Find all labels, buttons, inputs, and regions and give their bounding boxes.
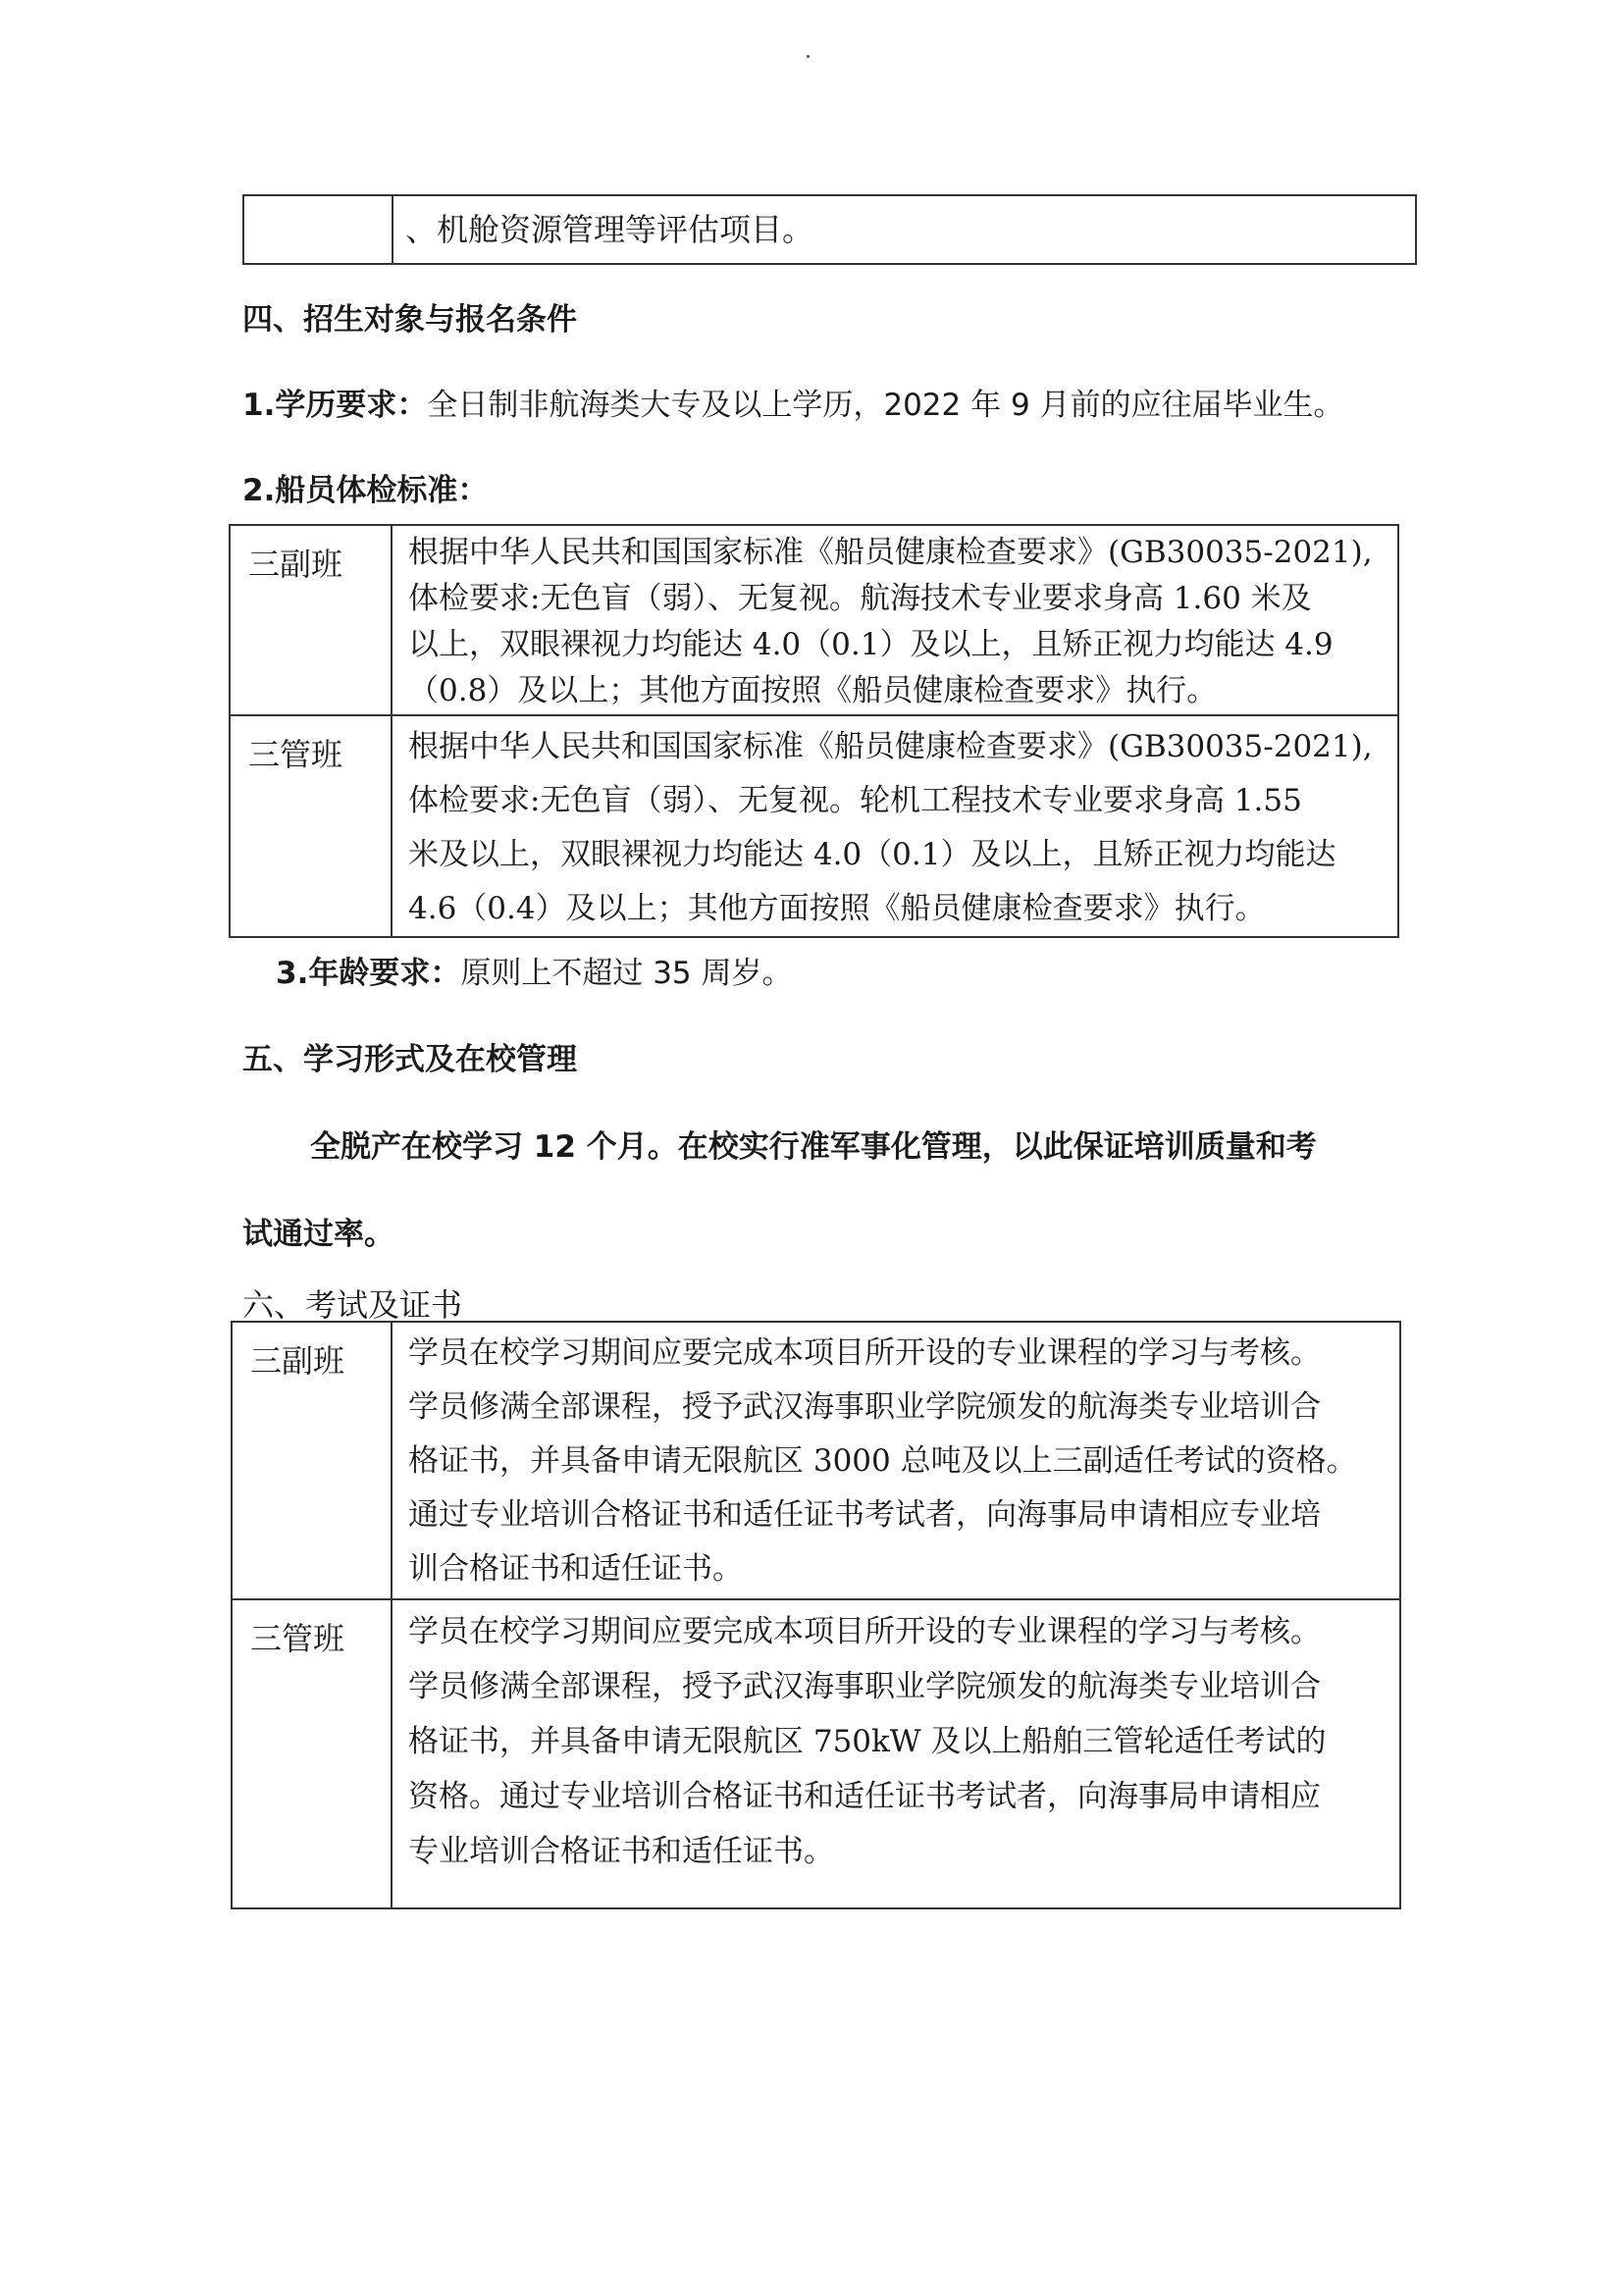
medical-row-content — [392, 715, 1398, 937]
exam-line: 训合格证书和适任证书。 — [408, 1551, 743, 1587]
medical-line: 体检要求:无色盲（弱）、无复视。轮机工程技术专业要求身高 1.55 — [408, 783, 1302, 818]
medical-row-label: 三副班 — [230, 525, 392, 715]
medical-line: 根据中华人民共和国国家标准《船员健康检查要求》(GB30035-2021), — [408, 729, 1373, 764]
education-text: 全日制非航海类大专及以上学历，2022 年 9 月前的应往届毕业生。 — [427, 388, 1344, 423]
table-row — [232, 1322, 1400, 1599]
table-row — [230, 715, 1398, 937]
age-label: 3.年龄要求： — [276, 956, 461, 991]
exam-line: 学员在校学习期间应要完成本项目所开设的专业课程的学习与考核。 — [408, 1614, 1321, 1649]
table-row — [232, 1599, 1400, 1908]
section4-heading: 四、招生对象与报名条件 — [242, 302, 577, 338]
education-label: 1.学历要求： — [242, 388, 428, 423]
section6-heading: 六、考试及证书 — [242, 1286, 463, 1324]
medical-line: 4.6（0.4）及以上；其他方面按照《船员健康检查要求》执行。 — [408, 891, 1266, 926]
medical-standard-table — [229, 524, 1399, 938]
exam-line: 格证书，并具备申请无限航区 3000 总吨及以上三副适任考试的资格。 — [408, 1443, 1357, 1479]
exam-line: 学员修满全部课程，授予武汉海事职业学院颁发的航海类专业培训合 — [408, 1389, 1321, 1425]
exam-certificate-table — [231, 1321, 1401, 1909]
medical-line: 米及以上，双眼裸视力均能达 4.0（0.1）及以上，且矫正视力均能达 — [408, 837, 1336, 872]
medical-line: 体检要求:无色盲（弱）、无复视。航海技术专业要求身高 1.60 米及 — [408, 581, 1312, 616]
exam-line: 学员在校学习期间应要完成本项目所开设的专业课程的学习与考核。 — [408, 1335, 1321, 1371]
continued-table — [242, 194, 1417, 265]
continued-table-text: 、机舱资源管理等评估项目。 — [393, 195, 1416, 264]
section5-heading: 五、学习形式及在校管理 — [242, 1042, 577, 1077]
exam-line: 资格。通过专业培训合格证书和适任证书考试者，向海事局申请相应 — [408, 1779, 1321, 1814]
exam-row-content — [392, 1322, 1400, 1599]
table-row — [230, 525, 1398, 715]
medical-line: 以上，双眼裸视力均能达 4.0（0.1）及以上，且矫正视力均能达 4.9 — [408, 627, 1334, 662]
medical-line: 根据中华人民共和国国家标准《船员健康检查要求》(GB30035-2021), — [408, 535, 1373, 570]
medical-row-label: 三管班 — [230, 715, 392, 937]
exam-line: 专业培训合格证书和适任证书。 — [408, 1834, 834, 1869]
exam-line: 格证书，并具备申请无限航区 750kW 及以上船舶三管轮适任考试的 — [408, 1724, 1327, 1759]
exam-line: 通过专业培训合格证书和适任证书考试者，向海事局申请相应专业培 — [408, 1497, 1321, 1533]
scan-dot — [807, 55, 810, 58]
continued-table-empty-cell — [243, 195, 393, 264]
exam-line: 学员修满全部课程，授予武汉海事职业学院颁发的航海类专业培训合 — [408, 1669, 1321, 1704]
medical-standard-heading: 2.船员体检标准： — [242, 473, 489, 508]
age-text: 原则上不超过 35 周岁。 — [460, 956, 793, 991]
medical-row-content — [392, 525, 1398, 715]
medical-line: （0.8）及以上；其他方面按照《船员健康检查要求》执行。 — [408, 673, 1218, 708]
section5-line1: 全脱产在校学习 12 个月。在校实行准军事化管理，以此保证培训质量和考 — [310, 1129, 1317, 1165]
section5-line2: 试通过率。 — [242, 1217, 394, 1252]
education-requirement — [242, 380, 1344, 424]
exam-row-label: 三副班 — [232, 1322, 392, 1599]
exam-row-content — [392, 1599, 1400, 1908]
age-requirement — [276, 948, 793, 992]
exam-row-label: 三管班 — [232, 1599, 392, 1908]
